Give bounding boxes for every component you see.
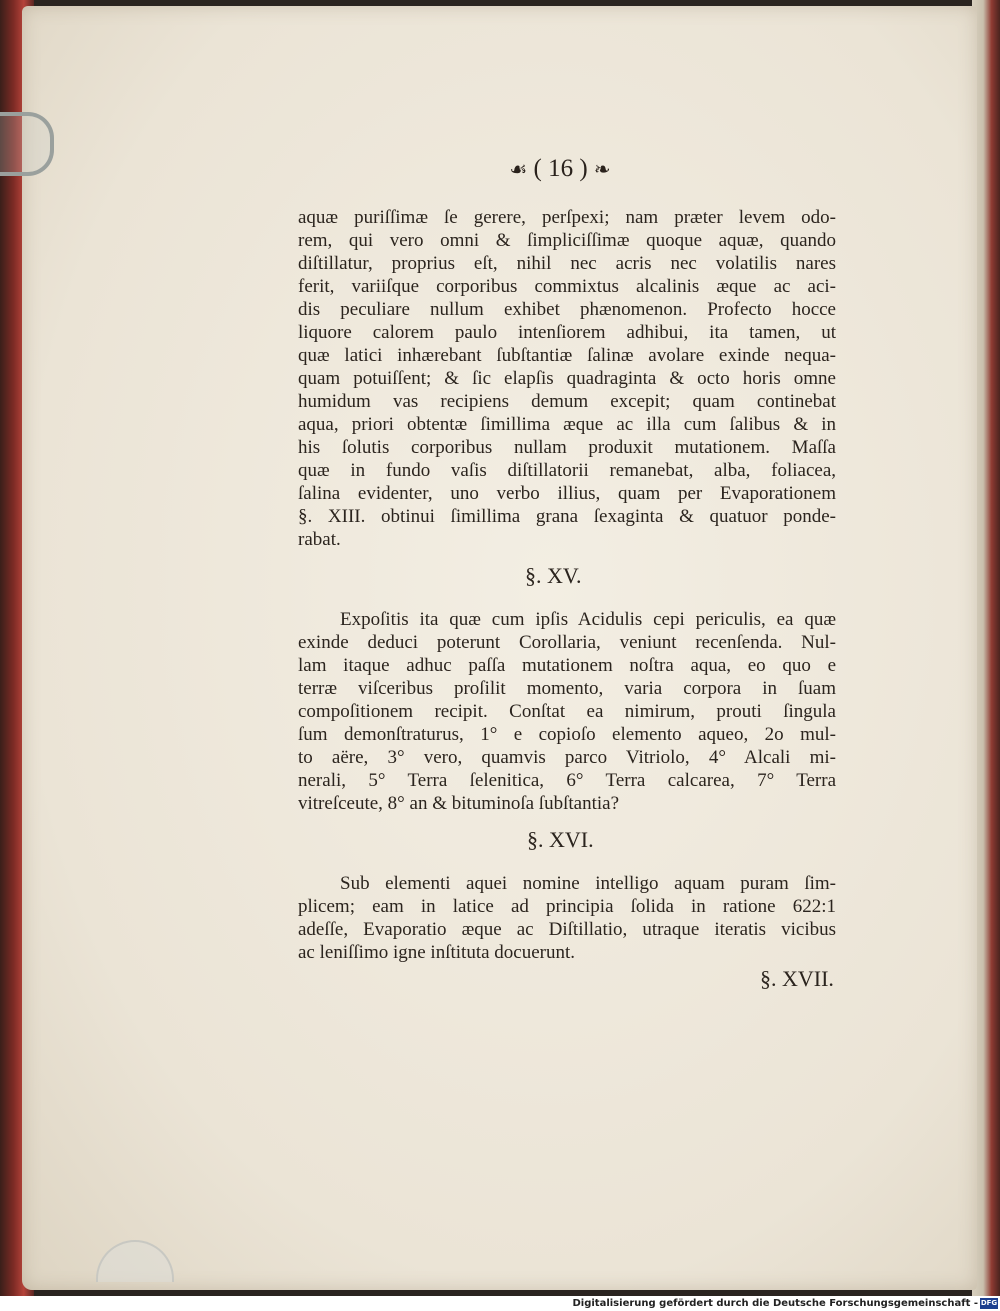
text-line: rem, qui vero omni & ſimpliciſſimæ quoque aquæ, quando xyxy=(298,230,836,251)
text-line: dis peculiare nullum exhibet phænomenon. Profecto hocce xyxy=(298,299,836,320)
page-clip xyxy=(0,112,54,176)
text-line: his ſolutis corporibus nullam produxit mutationem. Maſſa xyxy=(298,437,836,458)
text-line: Sub elementi aquei nomine intelligo aquam puram ſim- xyxy=(340,873,836,894)
text-line: exinde deduci poterunt Corollaria, veniunt recenſenda. Nul- xyxy=(298,632,836,653)
text-line: vitreſceute, 8° an & bituminoſa ſubſtantia? xyxy=(298,793,620,814)
paragraph-1 xyxy=(298,206,836,551)
text-line: compoſitionem recipit. Conſtat ea nimirum, prouti ſingula xyxy=(298,701,836,722)
text-line: terræ viſceribus proſilit momento, varia corpora in ſuam xyxy=(298,678,836,699)
catchword: §. XVII. xyxy=(760,966,834,991)
text-line: ferit, variiſque corporibus commixtus alcalinis æque ac aci- xyxy=(298,276,836,297)
text-line: ac leniſſimo igne inſtituta docuerunt. xyxy=(298,942,576,963)
text-line: adeſſe, Evaporatio æque ac Diſtillatio, utraque iteratis vicibus xyxy=(298,919,836,940)
text-line: quæ in fundo vaſis diſtillatorii remanebat, alba, foliacea, xyxy=(298,460,836,481)
text-line: humidum vas recipiens demum excepit; quam continebat xyxy=(298,391,836,412)
text-line: aquæ puriſſimæ ſe gerere, perſpexi; nam præter levem odo- xyxy=(298,207,836,228)
page-number: ( 16 ) xyxy=(533,155,588,182)
ornament-right-icon: ❧ xyxy=(593,159,611,181)
text-line: to aëre, 3° vero, quamvis parco Vitriolo, 4° Alcali mi- xyxy=(298,747,836,768)
text-line: lam itaque adhuc paſſa mutationem noſtra aqua, eo quo e xyxy=(298,655,836,676)
text-line: plicem; eam in latice ad principia ſolida in ratione 622:1 xyxy=(298,896,836,917)
footer-credit: Digitalisierung gefördert durch die Deutsche Forschungsgemeinschaft - xyxy=(572,1298,978,1309)
text-line: quæ latici inhærebant ſubſtantiæ ſalinæ avolare exinde nequa- xyxy=(298,345,836,366)
paragraph-2 xyxy=(298,608,836,815)
dfg-logo-icon: DFG xyxy=(980,1299,998,1307)
text-line: Expoſitis ita quæ cum ipſis Acidulis cepi periculis, ea quæ xyxy=(340,609,836,630)
text-line: diſtillatur, proprius eſt, nihil nec acris nec volatilis nares xyxy=(298,253,836,274)
text-line: liquore calorem paulo intenſiorem adhibui, ita tamen, ut xyxy=(298,322,836,343)
page-header xyxy=(470,155,650,195)
section-heading-xv: §. XV. xyxy=(525,563,582,588)
paragraph-3 xyxy=(298,872,836,964)
text-line: aqua, priori obtentæ ſimillima æque ac illa cum ſalibus & in xyxy=(298,414,836,435)
text-line: quam potuiſſent; & ſic elapſis quadraginta & octo horis omne xyxy=(298,368,836,389)
text-line: ſalina evidenter, uno verbo illius, quam per Evaporationem xyxy=(298,483,836,504)
section-heading-xvi: §. XVI. xyxy=(527,827,594,852)
footer-bar xyxy=(0,1296,1000,1311)
text-line: ſum demonſtraturus, 1° e copioſo elemento aqueo, 2o mul- xyxy=(298,724,836,745)
text-line: §. XIII. obtinui ſimillima grana ſexaginta & quatuor ponde- xyxy=(298,506,836,527)
ornament-left-icon: ☙ xyxy=(509,159,528,181)
text-line: nerali, 5° Terra ſelenitica, 6° Terra calcarea, 7° Terra xyxy=(298,770,836,791)
text-line: rabat. xyxy=(298,529,341,550)
